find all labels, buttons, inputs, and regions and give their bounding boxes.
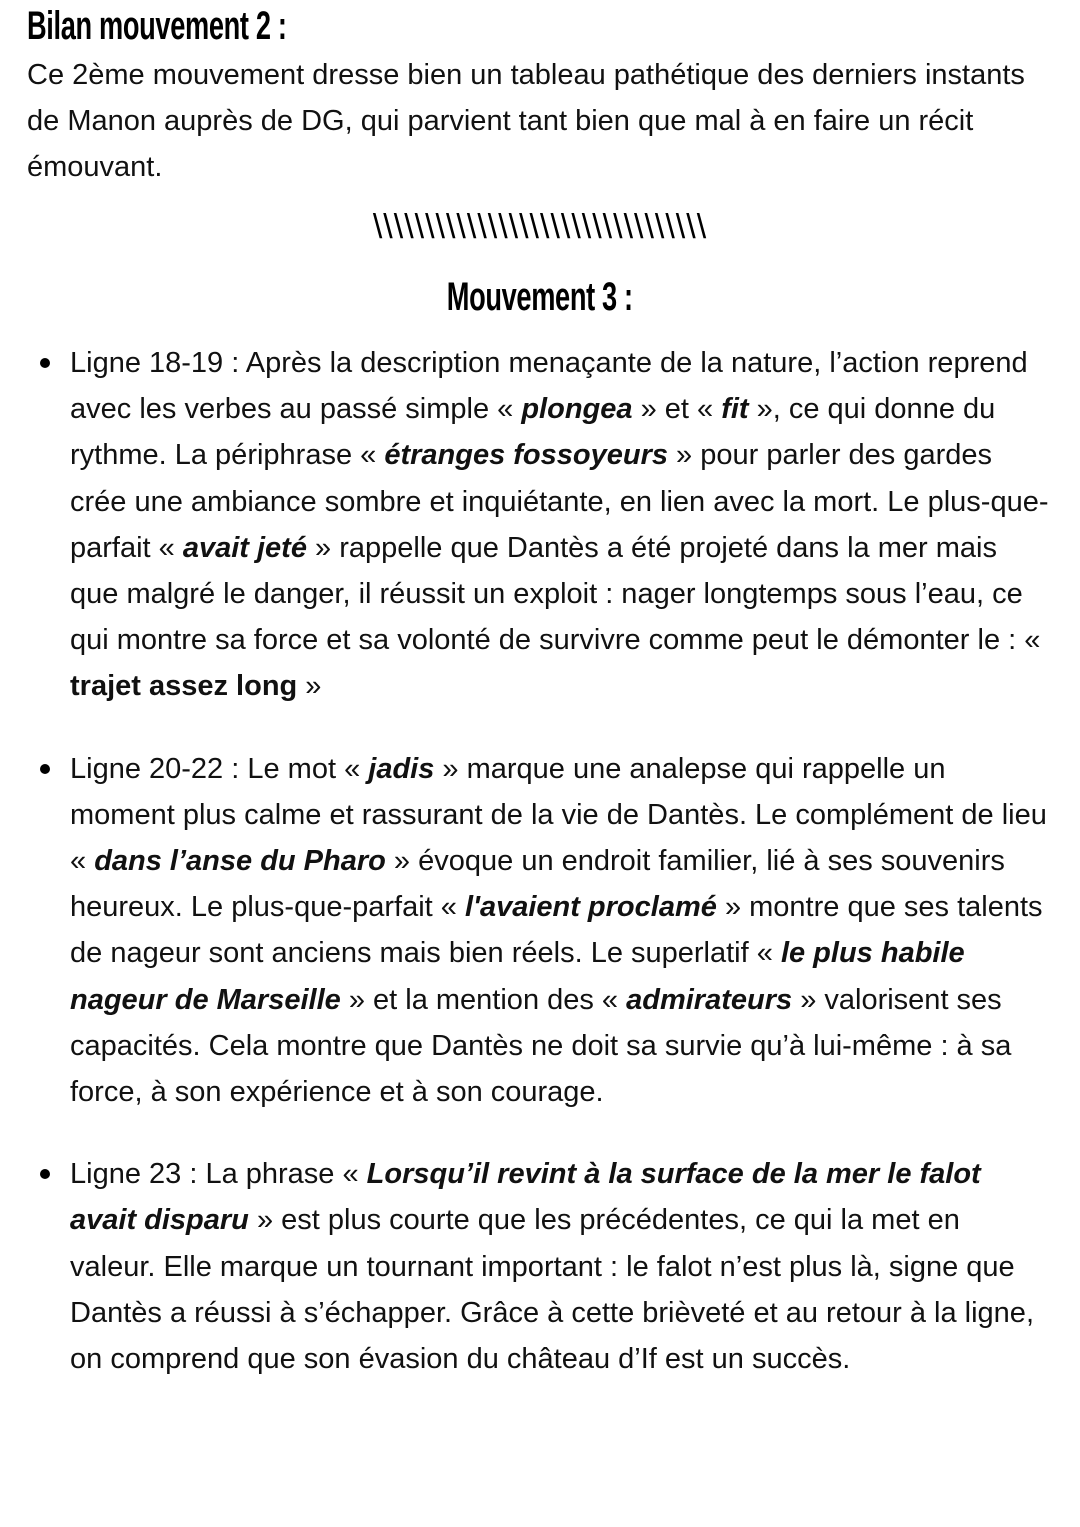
item-text: » rappelle que Dantès a été projeté dans la mer mais que malgré le danger, il réussit un exploit : nager longtemps sous l’eau, ce qui montre sa force et sa volonté de survivre comme peut le démonter le : « [70,531,1041,657]
bilan-paragraph: Ce 2ème mouvement dresse bien un tableau pathétique des derniers instants de Manon auprès de DG, qui parvient tant bien que mal à en faire un récit émouvant. [27,59,1025,183]
quote: fit [721,393,749,426]
item-text: Ligne 18-19 : Après la description menaçante de la nature, l’action reprend avec les verbes au passé simple « [70,347,1028,426]
mouvement-heading-wrapper [0,272,1080,322]
item-text: » et la mention des « [340,983,627,1016]
item-text: » montre que ses talents de nageur sont anciens mais bien réels. Le superlatif « [70,891,1043,970]
quote: étranges fossoyeurs [384,439,668,472]
item-text: » valorisent ses capacités. Cela montre que Dantès ne doit sa survie qu’à lui-même : à sa force, à son expérience et à son courage. [70,983,1012,1109]
list-item-ligne-18-19 [0,340,1080,710]
item-text: » marque une analepse qui rappelle un moment plus calme et rassurant de la vie de Dantès. Le complément de lieu « [70,752,1047,878]
item-text: Ligne 23 : La phrase « [70,1158,367,1191]
quote: plongea [521,393,633,426]
quote: avait jeté [182,531,307,564]
bullet-icon [40,358,50,368]
bullet-icon [40,1169,50,1179]
quote: dans l’anse du Pharo [94,845,386,878]
quote: jadis [368,752,435,785]
quote: admirateurs [626,983,793,1016]
item-text: Ligne 20-22 : Le mot « [70,752,369,785]
quote: le plus habile nageur de Marseille [70,937,965,1016]
item-text: » et « [632,393,722,426]
quote: Lorsqu’il revint à la surface de la mer le falot avait disparu [70,1158,981,1237]
item-text: » pour parler des gardes crée une ambiance sombre et inquiétante, en lien avec la mort. Le plus-que-parfait « [70,439,1049,564]
analysis-list [0,340,1080,1418]
separator-line: \\\\\\\\\\\\\\\\\\\\\\\\\\\\\\\\ [372,208,708,246]
quote: trajet assez long [70,670,298,703]
bilan-heading: Bilan mouvement 2 : [27,4,287,48]
item-text: » évoque un endroit familier, lié à ses souvenirs heureux. Le plus-que-parfait « [70,845,1005,924]
list-item-ligne-20-22 [0,746,1080,1116]
quote: l'avaient proclamé [464,891,717,924]
bullet-icon [40,764,50,774]
list-item-ligne-23 [0,1151,1080,1382]
mouvement-3-heading: Mouvement 3 : [446,275,633,319]
item-text: », ce qui donne du rythme. La périphrase « [70,393,996,472]
item-text: » [297,670,322,703]
item-text: » est plus courte que les précédentes, ce qui la met en valeur. Elle marque un tournant important : le falot n’est plus là, signe que Dantès a réussi à s’échapper. Grâce à cette brièveté et au retour à la ligne, on comprend que son évasion du château d’If est un succès. [70,1204,1034,1376]
